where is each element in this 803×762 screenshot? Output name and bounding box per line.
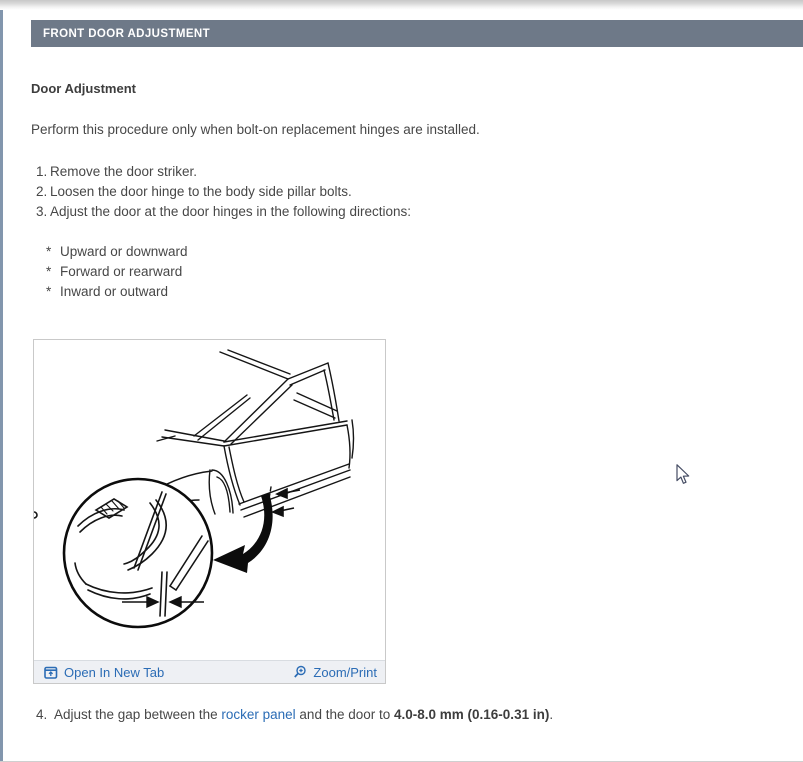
step-number: 3.	[36, 204, 48, 219]
step-text: Remove the door striker.	[50, 164, 198, 179]
open-in-new-tab-link[interactable]	[44, 665, 164, 680]
list-item	[36, 202, 411, 222]
bullet-marker: *	[46, 244, 52, 259]
list-item	[46, 282, 188, 302]
bullet-text: Forward or rearward	[60, 264, 183, 279]
figure-panel	[33, 339, 386, 684]
section-title-bar	[31, 20, 803, 47]
step-number: 2.	[36, 184, 48, 199]
direction-bullet-list	[46, 242, 188, 302]
step-text: and the door to	[295, 707, 394, 722]
step-text: .	[549, 707, 554, 722]
step-4	[36, 707, 553, 722]
open-in-new-tab-label: Open In New Tab	[64, 664, 165, 680]
step-text: Loosen the door hinge to the body side pillar bolts.	[50, 184, 352, 199]
step-number: 1.	[36, 164, 48, 179]
intro-paragraph: Perform this procedure only when bolt-on replacement hinges are installed.	[31, 122, 480, 137]
bullet-text: Upward or downward	[60, 244, 188, 259]
step-text: Adjust the gap between the	[54, 707, 222, 722]
bullet-marker: *	[46, 284, 52, 299]
numbered-step-list	[36, 162, 411, 222]
rocker-panel-link[interactable]: rocker panel	[221, 707, 296, 722]
bullet-marker: *	[46, 264, 52, 279]
zoom-print-link[interactable]	[293, 665, 377, 680]
figure-toolbar	[34, 660, 385, 683]
step-number: 4.	[36, 707, 48, 722]
left-panel-divider	[0, 0, 3, 762]
list-item	[46, 262, 188, 282]
mouse-cursor	[676, 464, 691, 490]
subsection-heading: Door Adjustment	[31, 81, 136, 96]
gap-measurement: 4.0-8.0 mm (0.16-0.31 in)	[394, 707, 550, 722]
list-item	[46, 242, 188, 262]
door-adjustment-diagram	[34, 340, 385, 660]
zoom-print-label: Zoom/Print	[313, 664, 377, 680]
zoom-magnifier-icon	[293, 665, 307, 679]
bullet-text: Inward or outward	[60, 284, 169, 299]
page-title: FRONT DOOR ADJUSTMENT	[43, 27, 211, 40]
window-top-gradient	[0, 0, 803, 10]
new-tab-icon	[44, 666, 58, 679]
door-illustration-svg	[34, 340, 385, 655]
list-item	[36, 182, 411, 202]
step-text: Adjust the door at the door hinges in the following directions:	[50, 204, 411, 219]
list-item	[36, 162, 411, 182]
